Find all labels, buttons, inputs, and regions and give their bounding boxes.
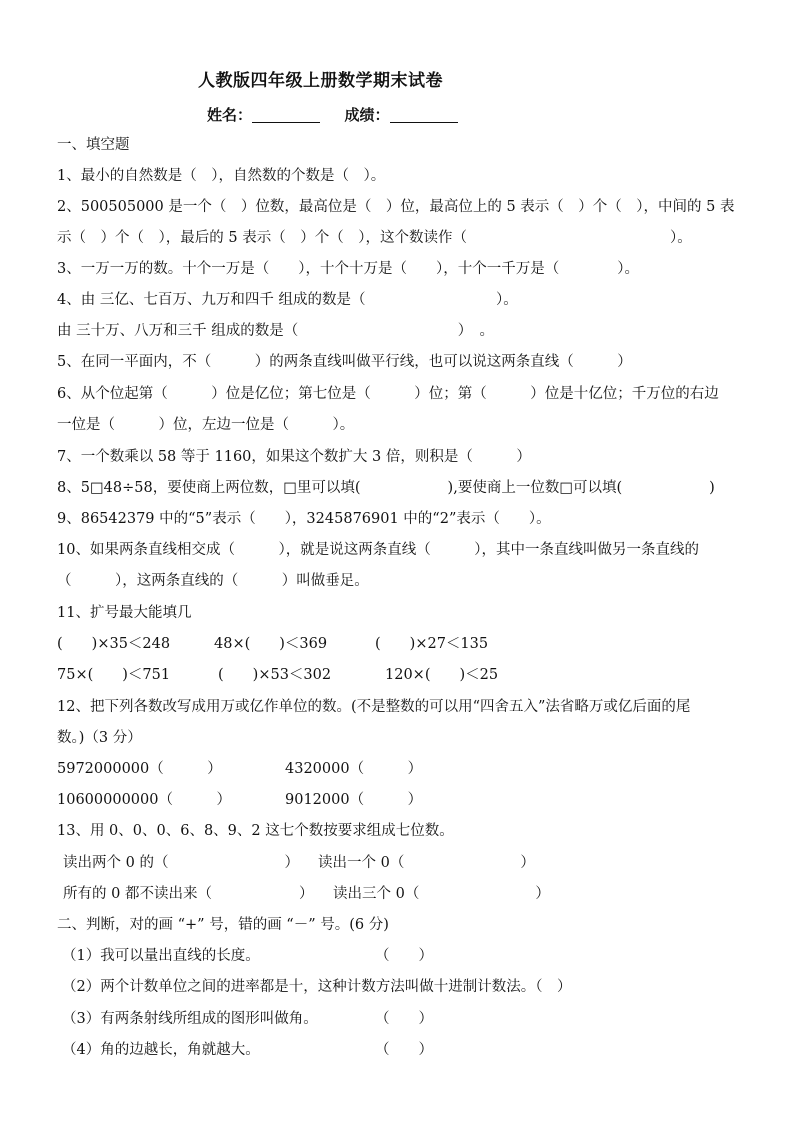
question-4-line-2: 由 三十万、八万和三千 组成的数是（ ） 。 (57, 323, 494, 339)
question-10-line-2: （ ），这两条直线的（ ）叫做垂足。 (57, 573, 369, 589)
question-6-line-2: 一位是（ ）位，左边一位是（ ）。 (57, 417, 355, 433)
question-7: 7、一个数乘以 58 等于 1160，如果这个数扩大 3 倍，则积是（ ） (57, 449, 531, 465)
question-4-line-1: 4、由 三亿、七百万、九万和四千 组成的数是（ ）。 (57, 292, 518, 308)
question-1: 1、最小的自然数是（ ），自然数的个数是（ ）。 (57, 168, 386, 184)
question-12-line-2: 数。)（3 分） (57, 730, 142, 746)
digit-arrangement-item: 读出三个 0（ ） (333, 886, 550, 902)
score-label: 成绩： (344, 106, 390, 124)
name-blank[interactable] (252, 108, 320, 123)
section-2-heading: 二、判断，对的画 “+” 号，错的画 “－” 号。(6 分) (57, 917, 389, 933)
question-11: 11、扩号最大能填几 (57, 605, 192, 621)
question-3: 3、一万一万的数。十个一万是（ ），十个十万是（ ），十个一千万是（ ）。 (57, 261, 639, 277)
inequality-item: ( )×35＜248 (57, 636, 171, 652)
inequality-item: 75×( )＜751 (57, 667, 171, 683)
inequality-item: 48×( )＜369 (214, 636, 328, 652)
question-2-line-1: 2、500505000 是一个（ ）位数，最高位是（ ）位，最高位上的 5 表示（ ）个（ ），中间的 5 表 (57, 199, 735, 215)
digit-arrangement-item: 所有的 0 都不读出来（ ） (63, 886, 314, 902)
digit-arrangement-item: 读出一个 0（ ） (318, 855, 535, 871)
judge-item-1: （1）我可以量出直线的长度。 (62, 948, 260, 964)
judge-blank-1[interactable]: （ ） (375, 948, 433, 964)
name-label: 姓名： (207, 106, 253, 124)
judge-item-2: （2）两个计数单位之间的进率都是十，这种计数方法叫做十进制计数法。（ ） (62, 979, 572, 995)
judge-blank-4[interactable]: （ ） (375, 1042, 433, 1058)
judge-blank-3[interactable]: （ ） (375, 1011, 433, 1027)
digit-arrangement-item: 读出两个 0 的（ ） (63, 855, 299, 871)
score-blank[interactable] (390, 108, 458, 123)
rewrite-item: 10600000000（ ） (57, 792, 231, 808)
question-8: 8、5□48÷58，要使商上两位数，□里可以填( ),要使商上一位数□可以填( ) (57, 480, 715, 496)
judge-item-3: （3）有两条射线所组成的图形叫做角。 (62, 1011, 318, 1027)
name-score-bar (207, 104, 458, 125)
judge-item-4: （4）角的边越长，角就越大。 (62, 1042, 260, 1058)
question-12-line-1: 12、把下列各数改写成用万或亿作单位的数。(不是整数的可以用“四舍五入”法省略万或亿后面的尾 (57, 699, 691, 715)
question-6-line-1: 6、从个位起第（ ）位是亿位；第七位是（ ）位；第（ ）位是十亿位；千万位的右边 (57, 386, 719, 402)
rewrite-item: 9012000（ ） (285, 792, 423, 808)
question-13: 13、用 0、0、0、6、8、9、2 这七个数按要求组成七位数。 (57, 823, 454, 839)
question-5: 5、在同一平面内，不（ ）的两条直线叫做平行线，也可以说这两条直线（ ） (57, 354, 632, 370)
question-10-line-1: 10、如果两条直线相交成（ ），就是说这两条直线（ ），其中一条直线叫做另一条直线的 (57, 542, 699, 558)
question-9: 9、86542379 中的“5”表示（ ），3245876901 中的“2”表示（ ）。 (57, 511, 551, 527)
question-2-line-2: 示（ ）个（ ），最后的 5 表示（ ）个（ ），这个数读作（ ）。 (57, 230, 692, 246)
section-1-heading: 一、填空题 (57, 137, 130, 153)
exam-title: 人教版四年级上册数学期末试卷 (198, 71, 443, 91)
inequality-item: 120×( )＜25 (385, 667, 499, 683)
rewrite-item: 5972000000（ ） (57, 761, 222, 777)
inequality-item: ( )×53＜302 (218, 667, 332, 683)
rewrite-item: 4320000（ ） (285, 761, 423, 777)
inequality-item: ( )×27＜135 (375, 636, 489, 652)
